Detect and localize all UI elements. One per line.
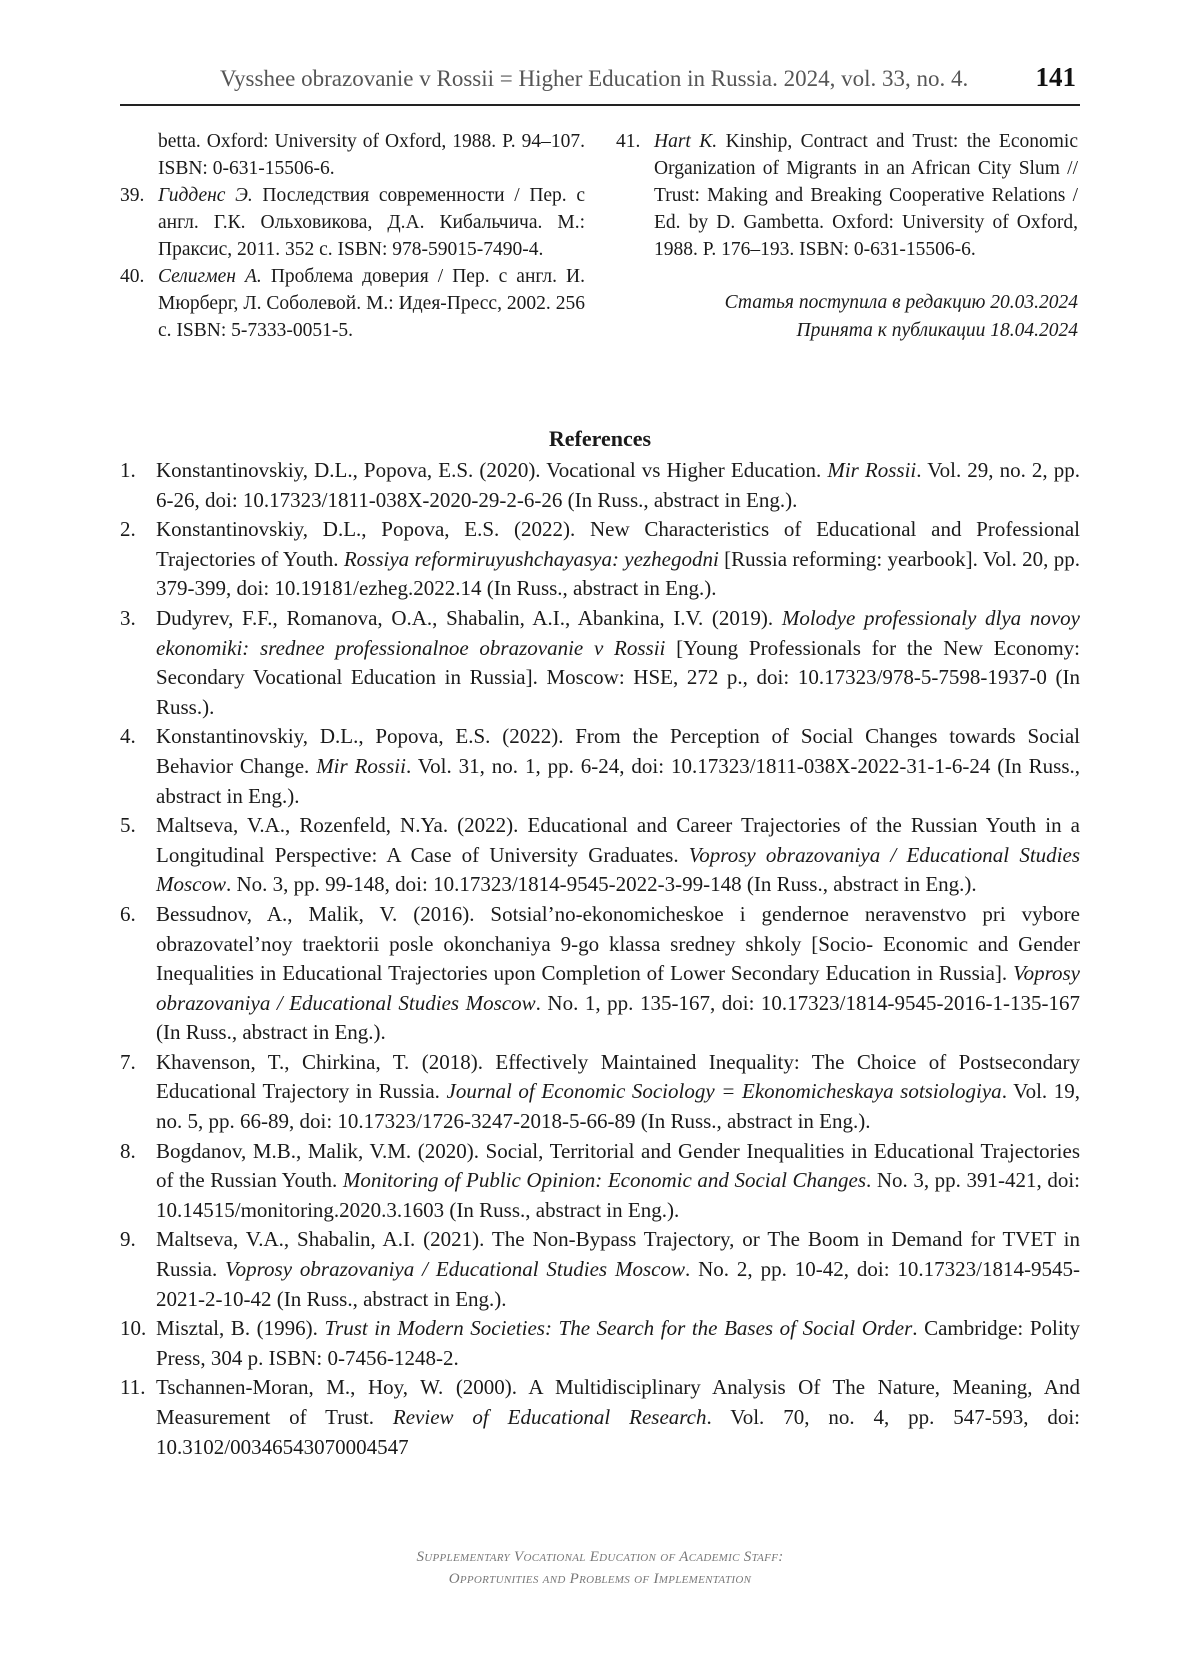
received-date: Статья поступила в редакцию 20.03.2024 (724, 292, 1078, 313)
reference-details: . Vol. 70, no. 4, pp. 547-593, doi: 10.3102/00346543070004547 (156, 1405, 1080, 1459)
reference-source: Review of Educational Research (392, 1405, 707, 1429)
entry-number: 40. (120, 266, 145, 287)
reference-item (120, 456, 1080, 515)
entry-number: 39. (120, 185, 145, 206)
running-footer (120, 1546, 1080, 1590)
bib-entry (616, 128, 1078, 263)
references-list (120, 456, 1080, 1462)
reference-number: 1. (120, 458, 136, 482)
reference-number: 6. (120, 901, 136, 926)
accepted-date: Принята к публикации 18.04.2024 (796, 320, 1078, 341)
reference-number: 8. (120, 1138, 136, 1163)
journal-title: Vysshee obrazovanie v Rossii = Higher Education in Russia. 2024, vol. 33, no. 4. (220, 66, 969, 91)
reference-source: Voprosy obrazovaniya / Educational Studies Moscow (225, 1257, 685, 1282)
references-section (120, 424, 1080, 1462)
reference-number: 7. (120, 1049, 136, 1074)
reference-source: Mir Rossii (316, 753, 406, 778)
reference-text: Tschannen-Moran, M., Hoy, W. (2000). A Multidisciplinary Analysis Of The Nature, Meaning, And Measurement of Trust. (156, 1375, 1080, 1429)
reference-text: Khavenson, T., Chirkina, T. (2018). Effectively Maintained Inequality: The Choice of Postsecondary Educational Trajectory in Russia. (156, 1049, 1080, 1104)
reference-source: Voprosy obrazovaniya / Educational Studies Moscow (156, 961, 1080, 1015)
references-heading: References (548, 426, 652, 451)
reference-item (120, 604, 1080, 722)
reference-text: Dudyrev, F.F., Romanova, O.A., Shabalin, A.I., Abankina, I.V. (2019). (156, 605, 782, 630)
reference-source: Journal of Economic Sociology = Ekonomicheskaya sotsiologiya (446, 1079, 1002, 1104)
reference-item (120, 1137, 1080, 1226)
bib-entry (120, 263, 585, 344)
article-dates (616, 289, 1078, 345)
reference-item (120, 811, 1080, 900)
reference-details: . No. 2, pp. 10-42, doi: 10.17323/1814-9545-2021-2-10-42 (In Russ., abstract in Eng.). (156, 1257, 1080, 1311)
reference-text: Maltseva, V.A., Shabalin, A.I. (2021). The Non-Bypass Trajectory, or The Boom in Demand for TVET in Russia. (156, 1227, 1080, 1282)
page-number: 141 (1035, 62, 1076, 92)
reference-number: 2. (120, 517, 136, 542)
reference-number: 5. (120, 813, 136, 838)
reference-item (120, 900, 1080, 1048)
left-column (120, 128, 585, 344)
reference-text: Misztal, B. (1996). (156, 1316, 325, 1341)
reference-source: Trust in Modern Societies: The Search for the Bases of Social Order (324, 1316, 913, 1341)
reference-item (120, 1373, 1080, 1462)
running-header (120, 60, 1080, 106)
reference-text: Konstantinovskiy, D.L., Popova, E.S. (2022). From the Perception of Social Changes towards Social Behavior Change. (156, 724, 1080, 778)
reference-details: [Young Professionals for the New Economy: Secondary Vocational Education in Russia]. Moscow: HSE, 272 p., doi: 10.17323/978-5-7598-1937-0 (In Russ.). (156, 635, 1080, 719)
entry-text: betta. Oxford: University of Oxford, 1988. P. 94–107. ISBN: 0-631-15506-6. (158, 131, 585, 179)
reference-details: . Cambridge: Polity Press, 304 p. ISBN: 0-7456-1248-2. (156, 1316, 1081, 1370)
entry-author: Селигмен А. (158, 266, 262, 287)
reference-details: . Vol. 29, no. 2, pp. 6-26, doi: 10.17323/1811-038X-2020-29-2-6-26 (In Russ., abstract in Eng.). (156, 458, 1081, 512)
reference-source: Voprosy obrazovaniya / Educational Studies Moscow (156, 842, 1080, 897)
reference-number: 4. (120, 724, 136, 749)
reference-text: Konstantinovskiy, D.L., Popova, E.S. (2022). New Characteristics of Educational and Professional Trajectories of Youth. (156, 517, 1080, 571)
entry-text: Kinship, Contract and Trust: the Economic Organization of Migrants in an African City Slum // Trust: Making and Breaking Cooperative Relations / Ed. by D. Gambetta. Oxford: University of Oxford, 1988. P. 176–193. ISBN: 0-631-15506-6. (654, 131, 1078, 260)
reference-number: 3. (120, 605, 136, 630)
reference-text: Maltseva, V.A., Rozenfeld, N.Ya. (2022). Educational and Career Trajectories of the Russian Youth in a Longitudinal Perspective: A Case of University Graduates. (156, 813, 1080, 867)
reference-details: . No. 1, pp. 135-167, doi: 10.17323/1814-9545-2016-1-135-167 (In Russ., abstract in Eng.). (156, 990, 1080, 1045)
bib-entry (120, 182, 585, 263)
reference-source: Rossiya reformiruyushchayasya: yezhegodni (343, 546, 719, 571)
bib-entry (120, 128, 585, 182)
footer-line-2: Opportunities and Problems of Implementation (448, 1571, 752, 1587)
entry-author: Hart K. (654, 131, 718, 152)
footer-line-1: Supplementary Vocational Education of Academic Staff: (416, 1549, 784, 1565)
reference-source: Monitoring of Public Opinion: Economic and Social Changes (342, 1168, 867, 1193)
reference-item (120, 1314, 1080, 1373)
entry-text: Проблема доверия / Пер. с англ. И. Мюрберг, Л. Соболевой. М.: Идея-Пресс, 2002. 256 с. ISBN: 5-7333-0051-5. (158, 266, 586, 341)
reference-text: Bogdanov, M.B., Malik, V.M. (2020). Social, Territorial and Gender Inequalities in Educational Trajectories of the Russian Youth. (156, 1138, 1080, 1193)
reference-number: 9. (120, 1227, 136, 1252)
right-column (616, 128, 1078, 345)
reference-details: . Vol. 19, no. 5, pp. 66-89, doi: 10.17323/1726-3247-2018-5-66-89 (In Russ., abstract in Eng.). (156, 1079, 1080, 1134)
reference-number: 10. (120, 1316, 147, 1341)
reference-number: 11. (120, 1375, 146, 1400)
entry-text: Последствия современности / Пер. с англ. Г.К. Ольховикова, Д.А. Кибальчича. М.: Праксис, 2011. 352 с. ISBN: 978-59015-7490-4. (158, 185, 585, 260)
entry-number: 41. (616, 131, 641, 152)
reference-item (120, 722, 1080, 811)
reference-details: . No. 3, pp. 391-421, doi: 10.14515/monitoring.2020.3.1603 (In Russ., abstract in Eng.). (156, 1168, 1081, 1222)
reference-item (120, 1225, 1080, 1314)
reference-item (120, 515, 1080, 604)
reference-text: Konstantinovskiy, D.L., Popova, E.S. (2020). Vocational vs Higher Education. (156, 458, 828, 482)
reference-details: . No. 3, pp. 99-148, doi: 10.17323/1814-9545-2022-3-99-148 (In Russ., abstract in Eng.). (226, 872, 977, 897)
entry-author: Гидденс Э. (158, 185, 253, 206)
reference-details: . Vol. 31, no. 1, pp. 6-24, doi: 10.17323/1811-038X-2022-31-1-6-24 (In Russ., abstract in Eng.). (156, 753, 1081, 808)
reference-text: Bessudnov, A., Malik, V. (2016). Sotsial’no-ekonomicheskoe i gendernoe neravenstvo pri vybore obrazovatel’noy traektorii posle okonchaniya 9-go klassa sredney shkoly [Socio- Economic and Gender Inequalities in Educational Trajectories upon Completion of Lower Secondary Education in Russia]. (156, 901, 1080, 986)
reference-item (120, 1048, 1080, 1137)
reference-source: Mir Rossii (827, 458, 917, 482)
reference-details: [Russia reforming: yearbook]. Vol. 20, pp. 379-399, doi: 10.19181/ezheg.2022.14 (In Russ., abstract in Eng.). (156, 546, 1080, 601)
reference-source: Molodye professionaly dlya novoy ekonomiki: srednee professionalnoe obrazovanie v Rossii (156, 605, 1080, 660)
